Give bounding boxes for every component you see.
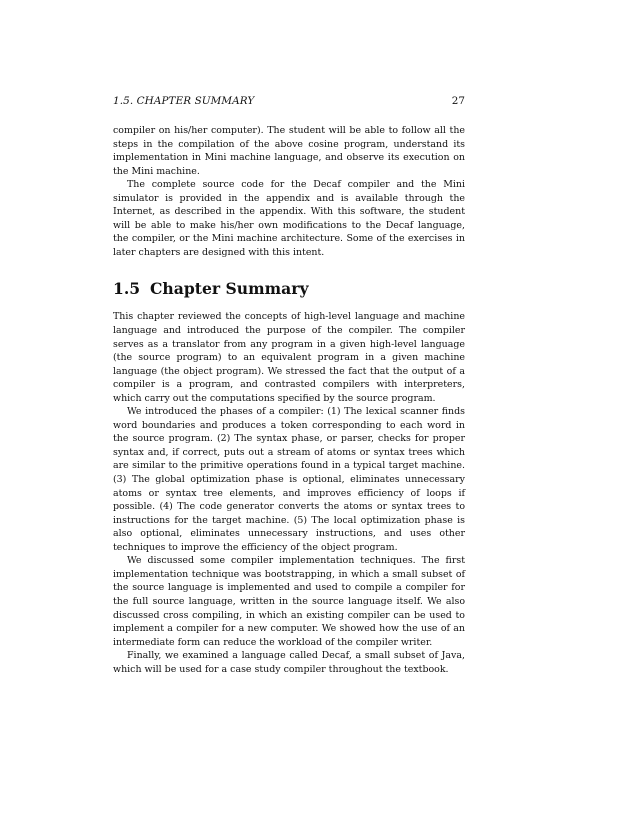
summary-paragraph-4: Finally, we examined a language called Decaf, a small subset of Java, which will be used for a case study compiler throughout the textbook. [113, 650, 465, 675]
page-number: 27 [451, 95, 465, 107]
section-title: Chapter Summary [150, 279, 309, 299]
intro-paragraph-1: compiler on his/her computer). The student will be able to follow all the steps in the compilation of the above cosine program, understand its implementation in Mini machine language, and observe its execution on the Mini machine. [113, 125, 465, 177]
intro-paragraph-2: The complete source code for the Decaf compiler and the Mini simulator is provided in the appendix and is available through the Internet, as described in the appendix. With this software, the student will be able to make his/her own modifications to the Decaf language, the compiler, or the Mini machine architecture. Some of the exercises in later chapters are designed with this intent. [113, 179, 465, 258]
section-heading [113, 279, 465, 299]
summary-paragraph-3: We discussed some compiler implementation techniques. The first implementation technique was bootstrapping, in which a small subset of the source language is implemented and used to compile a compiler for the full source language, written in the source language itself. We also discussed cross compiling, in which an existing compiler can be used to implement a compiler for a new computer. We showed how the use of an intermediate form can reduce the workload of the compiler writer. [113, 555, 465, 648]
book-page [113, 94, 465, 676]
running-header-title: 1.5. CHAPTER SUMMARY [113, 95, 255, 107]
section-number: 1.5 [113, 279, 141, 299]
summary-paragraph-2: We introduced the phases of a compiler: (1) The lexical scanner finds word boundaries and produces a token corresponding to each word in the source program. (2) The syntax phase, or parser, checks for proper syntax and, if correct, puts out a stream of atoms or syntax trees which are similar to the primitive operations found in a typical target machine. (3) The global optimization phase is optional, eliminates unnecessary atoms or syntax tree elements, and improves efficiency of loops if possible. (4) The code generator converts the atoms or syntax trees to instructions for the target machine. (5) The local optimization phase is also optional, eliminates unnecessary instructions, and uses other techniques to improve the efficiency of the object program. [113, 406, 465, 553]
summary-paragraph-1: This chapter reviewed the concepts of high-level language and machine language and introduced the purpose of the compiler. The compiler serves as a translator from any program in a given high-level language (the source program) to an equivalent program in a given machine language (the object program). We stressed the fact that the output of a compiler is a program, and contrasted compilers with interpreters, which carry out the computations specified by the source program. [113, 311, 465, 404]
running-header [113, 94, 465, 108]
